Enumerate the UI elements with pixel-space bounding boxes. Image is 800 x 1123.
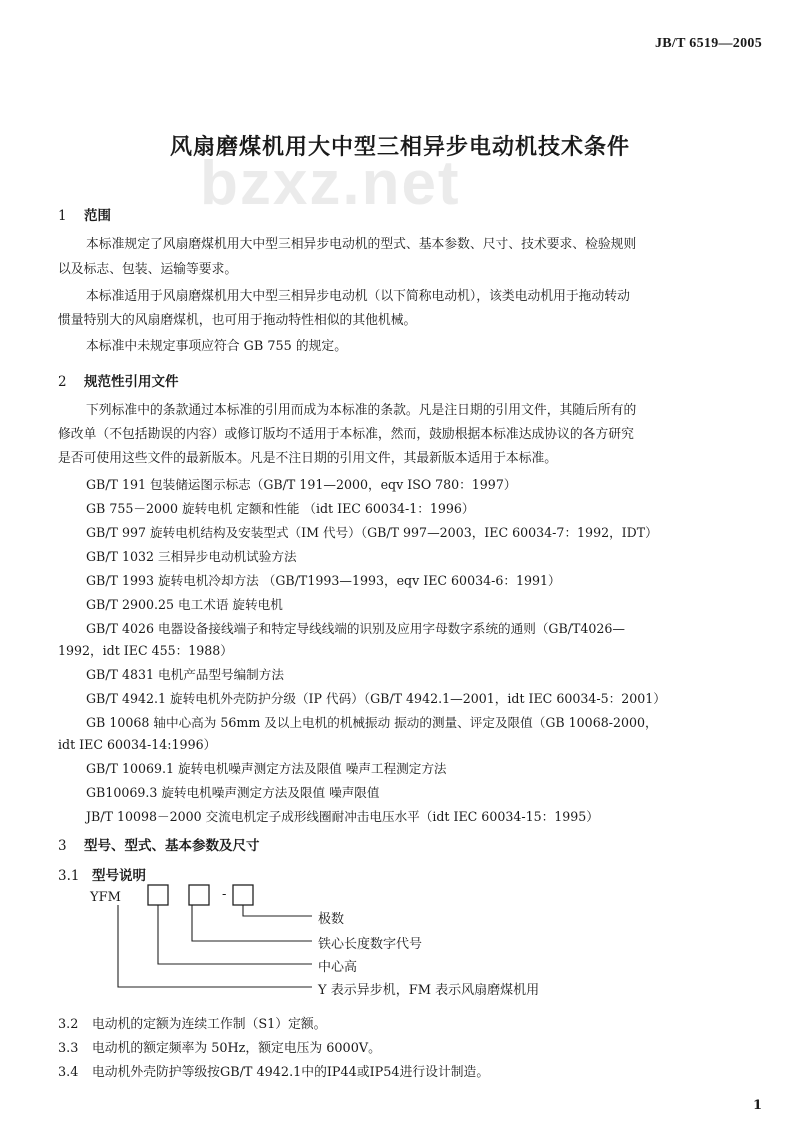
label-core-length-code: 铁心长度数字代号 [318,937,423,952]
reference-item: GB/T 2900.25 电工术语 旋转电机 [86,597,283,612]
section-3-number: 3 [58,838,67,854]
section-1-line: 本标准中未规定事项应符合 GB 755 的规定。 [86,339,348,354]
model-box-core-length [189,885,209,905]
section-2-intro-line: 修改单（不包括勘误的内容）或修订版均不适用于本标准，然而，鼓励根据本标准达成协议的各方研究 [58,427,634,442]
reference-item: GB/T 4026 电器设备接线端子和特定导线线端的识别及应用字母数字系统的通则（GB/T4026— [86,621,626,636]
model-box-poles [233,885,253,905]
clause-3-3 [58,1040,381,1058]
section-2-title: 规范性引用文件 [84,374,179,390]
model-box-center-height [148,885,168,905]
standard-code: JB/T 6519—2005 [654,36,762,51]
reference-item: GB 10068 轴中心高为 56mm 及以上电机的机械振动 振动的测量、评定及限值（GB 10068-2000， [86,715,658,730]
reference-item: GB/T 1032 三相异步电动机试验方法 [86,549,297,564]
leader-line-core-length [192,905,312,941]
reference-item: GB 755－2000 旋转电机 定额和性能 （idt IEC 60034-1：1996） [86,501,475,516]
reference-item-continuation: 1992，idt IEC 455：1988） [58,643,233,658]
reference-item: GB/T 4831 电机产品型号编制方法 [86,667,284,682]
clause-3-4-number: 3.4 [58,1065,79,1080]
leader-line-poles [243,905,312,916]
section-1-line: 以及标志、包装、运输等要求。 [58,262,238,277]
reference-item: GB10069.3 旋转电机噪声测定方法及限值 噪声限值 [86,785,380,800]
reference-item-continuation: idt IEC 60034-14:1996） [58,737,217,752]
label-poles: 极数 [318,912,345,927]
reference-item: GB/T 191 包装储运图示标志（GB/T 191—2000，eqv ISO 780：1997） [86,477,517,492]
model-prefix: YFM [90,890,121,905]
watermark: bzxz.net [200,149,461,218]
section-2-intro-line: 是否可使用这些文件的最新版本。凡是不注日期的引用文件，其最新版本适用于本标准。 [58,451,558,466]
section-1-number: 1 [58,208,67,224]
clause-3-2-text: 电动机的定额为连续工作制（S1）定额。 [92,1017,327,1032]
leader-line-type [118,905,312,987]
section-3-title: 型号、型式、基本参数及尺寸 [84,838,260,854]
clause-3-2 [58,1016,326,1034]
reference-item: GB/T 997 旋转电机结构及安装型式（IM 代号）（GB/T 997—2003，IEC 60034-7：1992，IDT） [86,525,658,540]
subsection-3-1-number: 3.1 [58,868,80,884]
clause-3-3-text: 电动机的额定频率为 50Hz，额定电压为 6000V。 [92,1041,381,1056]
leader-line-center-height [158,905,312,964]
model-dash: - [222,887,227,902]
document-title: 风扇磨煤机用大中型三相异步电动机技术条件 [169,134,630,160]
label-motor-type: Y 表示异步机，FM 表示风扇磨煤机用 [318,983,540,998]
page-number: 1 [752,1098,762,1113]
section-2-intro-line: 下列标准中的条款通过本标准的引用而成为本标准的条款。凡是注日期的引用文件，其随后所有的 [86,403,637,418]
reference-item: JB/T 10098－2000 交流电机定子成形线圈耐冲击电压水平（idt IEC 60034-15：1995） [86,809,599,824]
clause-3-2-number: 3.2 [58,1017,79,1032]
subsection-3-1-title: 型号说明 [92,868,146,884]
section-1-line: 本标准规定了风扇磨煤机用大中型三相异步电动机的型式、基本参数、尺寸、技术要求、检验规则 [86,237,637,252]
clause-3-4-text: 电动机外壳防护等级按GB/T 4942.1中的IP44或IP54进行设计制造。 [92,1065,490,1080]
section-1-line: 惯量特别大的风扇磨煤机，也可用于拖动特性相似的其他机械。 [58,313,417,328]
section-2-number: 2 [58,374,67,390]
clause-3-4 [58,1064,489,1082]
clause-3-3-number: 3.3 [58,1041,79,1056]
label-center-height: 中心高 [318,960,358,975]
reference-item: GB/T 10069.1 旋转电机噪声测定方法及限值 噪声工程测定方法 [86,761,447,776]
reference-item: GB/T 4942.1 旋转电机外壳防护分级（IP 代码）（GB/T 4942.1—2001，idt IEC 60034-5：2001） [86,691,666,706]
reference-item: GB/T 1993 旋转电机冷却方法 （GB/T1993—1993，eqv IEC 60034-6：1991） [86,573,561,588]
section-1-title: 范围 [84,208,111,224]
section-1-line: 本标准适用于风扇磨煤机用大中型三相异步电动机（以下简称电动机），该类电动机用于拖动转动 [86,289,630,304]
